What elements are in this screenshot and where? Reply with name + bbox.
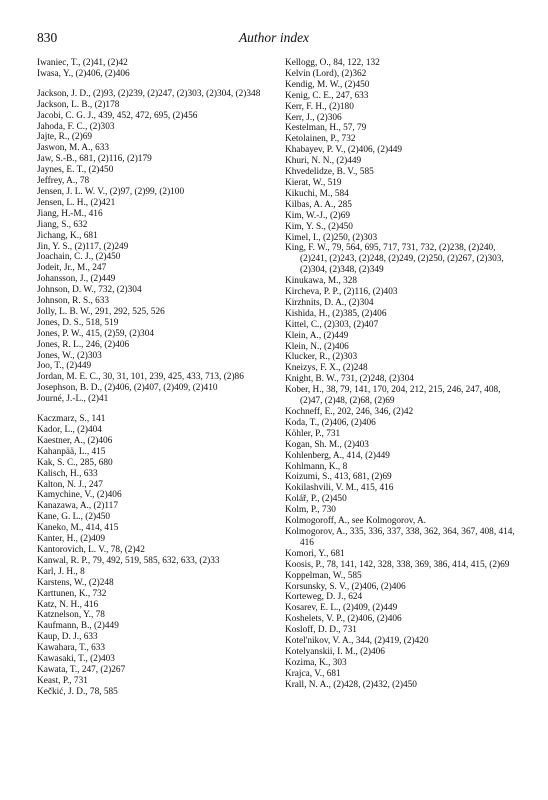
index-entry: Koshelets, V. P., (2)406, (2)406 [285, 614, 402, 625]
index-entry: Krajca, V., 681 [285, 668, 341, 679]
page-header [37, 30, 511, 48]
index-entry: Jacobi, C. G. J., 439, 452, 472, 695, (2)456 [37, 110, 198, 121]
index-entry: Klucker, R., (2)303 [285, 352, 358, 363]
index-entry: Knight, B. W., 731, (2)248, (2)304 [285, 374, 414, 385]
index-entry: Kim, Y. S., (2)450 [285, 221, 353, 232]
index-entry: Kaestner, A., (2)406 [37, 435, 113, 446]
index-entry: Kak, S. C., 285, 680 [37, 457, 113, 468]
running-head: Author index [238, 30, 310, 45]
index-entry: Kohlmann, K., 8 [285, 461, 348, 472]
index-entry: Kolmogorov, A., 335, 336, 337, 338, 362, 364, 367, 408, 414, 416 [285, 526, 515, 548]
index-entry: Kestelman, H., 57, 79 [285, 123, 367, 134]
index-entry: Jeffrey, A., 78 [37, 176, 90, 187]
index-entry: Jiang, H.-M., 416 [37, 208, 103, 219]
index-entry: Kanter, H., (2)409 [37, 534, 106, 545]
index-entry: Jaynes, E. T., (2)450 [37, 165, 114, 176]
index-entry: Jensen, L. H., (2)421 [37, 197, 116, 208]
index-entry: Jodeit, Jr., M., 247 [37, 263, 107, 274]
index-entry: Kilbas, A. A., 285 [285, 199, 352, 210]
index-entry: Jackson, J. D., (2)93, (2)239, (2)247, (2)303, (2)304, (2)348 [37, 88, 261, 99]
index-entry: Kahanpää, L., 415 [37, 446, 106, 457]
index-entry: Johnson, D. W., 732, (2)304 [37, 285, 142, 296]
index-entry: Kečkić, J. D., 78, 585 [37, 686, 118, 697]
index-entry: Jones, D. S., 518, 519 [37, 317, 119, 328]
index-entry: Kaczmarz, S., 141 [37, 414, 106, 425]
index-entry: Kaufmann, B., (2)449 [37, 621, 119, 632]
index-entry: Joo, T., (2)449 [37, 361, 92, 372]
index-entry: Kircheva, P. P., (2)116, (2)403 [285, 287, 398, 298]
index-entry: Jones, W., (2)303 [37, 350, 102, 361]
index-entry: Jaw, S.-B., 681, (2)116, (2)179 [37, 154, 152, 165]
index-entry: Kaneko, M., 414, 415 [37, 523, 119, 534]
index-entry: Koda, T., (2)406, (2)406 [285, 417, 376, 428]
index-entry: Kantorovich, L. V., 78, (2)42 [37, 544, 145, 555]
index-entry: Kolm, P., 730 [285, 505, 336, 516]
index-entry: Kolář, P., (2)450 [285, 494, 347, 505]
index-entry: Klein, A., (2)449 [285, 330, 349, 341]
index-entry: Koppelman, W., 585 [285, 570, 362, 581]
index-entry: Joachain, C. J., (2)450 [37, 252, 121, 263]
index-entry: Jones, R. L., 246, (2)406 [37, 339, 130, 350]
index-entry: Kneizys, F. X., (2)248 [285, 363, 368, 374]
index-entry: Kosarev, E. L., (2)409, (2)449 [285, 603, 398, 614]
index-entry: Klein, N., (2)406 [285, 341, 349, 352]
index-entry: Kane, G. L., (2)450 [37, 512, 111, 523]
index-entry: Kolmogoroff, A., see Kolmogorov, A. [285, 516, 426, 527]
group-gap [37, 80, 269, 89]
index-entry: Kierat, W., 519 [285, 177, 342, 188]
index-entry: Kikuchi, M., 584 [285, 188, 349, 199]
index-entry: Kador, L., (2)404 [37, 425, 102, 435]
index-entry: Kogan, Sh. M., (2)403 [285, 439, 369, 450]
index-entry: Kokilashvili, V. M., 415, 416 [285, 483, 394, 494]
index-entry: Jordan, M. E. C., 30, 31, 101, 239, 425, 433, 713, (2)86 [37, 372, 244, 383]
index-entry: Karttunen, K., 732 [37, 588, 107, 599]
index-entry: Iwaniec, T., (2)41, (2)42 [37, 58, 128, 68]
index-entry: Khabayev, P. V., (2)406, (2)449 [285, 145, 403, 156]
index-entry: Jin, Y. S., (2)117, (2)249 [37, 241, 129, 252]
index-entry: Kotel'nikov, V. A., 344, (2)419, (2)420 [285, 636, 429, 647]
index-entry: Katz, N. H., 416 [37, 599, 99, 610]
index-entry: Josephson, B. D., (2)406, (2)407, (2)409, (2)410 [37, 383, 218, 394]
index-entry: Koosis, P., 78, 141, 142, 328, 338, 369, 386, 414, 415, (2)69 [285, 559, 510, 570]
index-entry: Kochneff, E., 202, 246, 346, (2)42 [285, 407, 414, 417]
index-entry: King, F. W., 79, 564, 695, 717, 731, 732, (2)238, (2)240, (2)241, (2)243, (2)248, (2)249, (2)250, (2)267, (2)303, (2)304, (2)348, (2)349 [285, 243, 504, 276]
index-entry: Jackson, L. B., (2)178 [37, 99, 120, 110]
index-entry: Ketolainen, P., 732 [285, 134, 356, 145]
index-entry: Kamychine, V., (2)406 [37, 490, 122, 501]
index-entry: Kendig, M. W., (2)450 [285, 79, 370, 90]
index-entry: Jensen, J. L. W. V., (2)97, (2)99, (2)100 [37, 186, 185, 197]
index-entry: Korteweg, D. J., 624 [285, 592, 363, 603]
index-entry: Journé, J.-L., (2)41 [37, 394, 109, 405]
index-entry: Iwasa, Y., (2)406, (2)406 [37, 68, 130, 79]
index-entry: Kirzhnits, D. A., (2)304 [285, 297, 374, 308]
index-entry: Kenig, C. E., 247, 633 [285, 90, 369, 101]
index-entry: Karstens, W., (2)248 [37, 577, 114, 588]
index-entry: Kerr, J., (2)306 [285, 112, 342, 123]
index-entry: Komori, Y., 681 [285, 548, 345, 559]
index-entry: Kittel, C., (2)303, (2)407 [285, 319, 379, 330]
index-entry: Jaswon, M. A., 633 [37, 143, 110, 154]
index-entry: Kalton, N. J., 247 [37, 479, 103, 490]
index-entry: Korsunsky, S. V., (2)406, (2)406 [285, 581, 406, 592]
index-entry: Johansson, J., (2)449 [37, 274, 116, 285]
index-entry: Köhler, P., 731 [285, 428, 341, 439]
index-entry: Kimel, I., (2)250, (2)303 [285, 232, 378, 243]
index-entry: Jones, P. W., 415, (2)59, (2)304 [37, 328, 154, 339]
index-entry: Kaup, D. J., 633 [37, 632, 98, 643]
index-entry: Kozima, K., 303 [285, 657, 347, 668]
index-entry: Jiang, S., 632 [37, 219, 88, 230]
index-entry: Keast, P., 731 [37, 675, 88, 686]
index-entry: Khuri, N. N., (2)449 [285, 156, 362, 167]
index-column-right [285, 58, 517, 691]
index-entry: Kotelyanskii, I. M., (2)406 [285, 646, 385, 657]
index-entry: Jichang, K., 681 [37, 230, 98, 241]
index-entry: Kelvin (Lord), (2)362 [285, 68, 367, 79]
index-column-left [37, 58, 269, 698]
index-entry: Krall, N. A., (2)428, (2)432, (2)450 [285, 679, 417, 690]
index-entry: Kawata, T., 247, (2)267 [37, 664, 126, 675]
index-entry: Kohlenberg, A., 414, (2)449 [285, 450, 390, 461]
index-entry: Kalisch, H., 633 [37, 468, 98, 479]
group-gap [37, 405, 269, 414]
index-entry: Johnson, R. S., 633 [37, 296, 110, 307]
index-entry: Khvedelidze, B. V., 585 [285, 167, 374, 178]
index-entry: Katznelson, Y., 78 [37, 610, 105, 621]
index-entry: Kellogg, O., 84, 122, 132 [285, 58, 380, 68]
index-entry: Kishida, H., (2)385, (2)406 [285, 308, 387, 319]
index-entry: Kinukawa, M., 328 [285, 276, 358, 287]
index-entry: Kober, H., 38, 79, 141, 170, 204, 212, 215, 246, 247, 408, (2)47, (2)48, (2)68, (2)69 [285, 385, 501, 407]
index-entry: Kerr, F. H., (2)180 [285, 101, 354, 112]
index-entry: Kawahara, T., 633 [37, 643, 106, 654]
index-entry: Koizumi, S., 413, 681, (2)69 [285, 472, 392, 483]
index-entry: Jolly, L. B. W., 291, 292, 525, 526 [37, 306, 165, 317]
index-entry: Jajte, R., (2)69 [37, 132, 92, 143]
index-entry: Karl, J. H., 8 [37, 566, 85, 577]
index-entry: Kosloff, D. D., 731 [285, 625, 357, 636]
index-entry: Kim, W.-J., (2)69 [285, 210, 351, 221]
index-entry: Kanazawa, A., (2)117 [37, 501, 118, 512]
index-entry: Kawasaki, T., (2)403 [37, 654, 115, 665]
page-number: 830 [37, 30, 58, 45]
index-entry: Jahoda, F. C., (2)303 [37, 121, 115, 132]
index-entry: Kanwal, R. P., 79, 492, 519, 585, 632, 633, (2)33 [37, 555, 220, 566]
